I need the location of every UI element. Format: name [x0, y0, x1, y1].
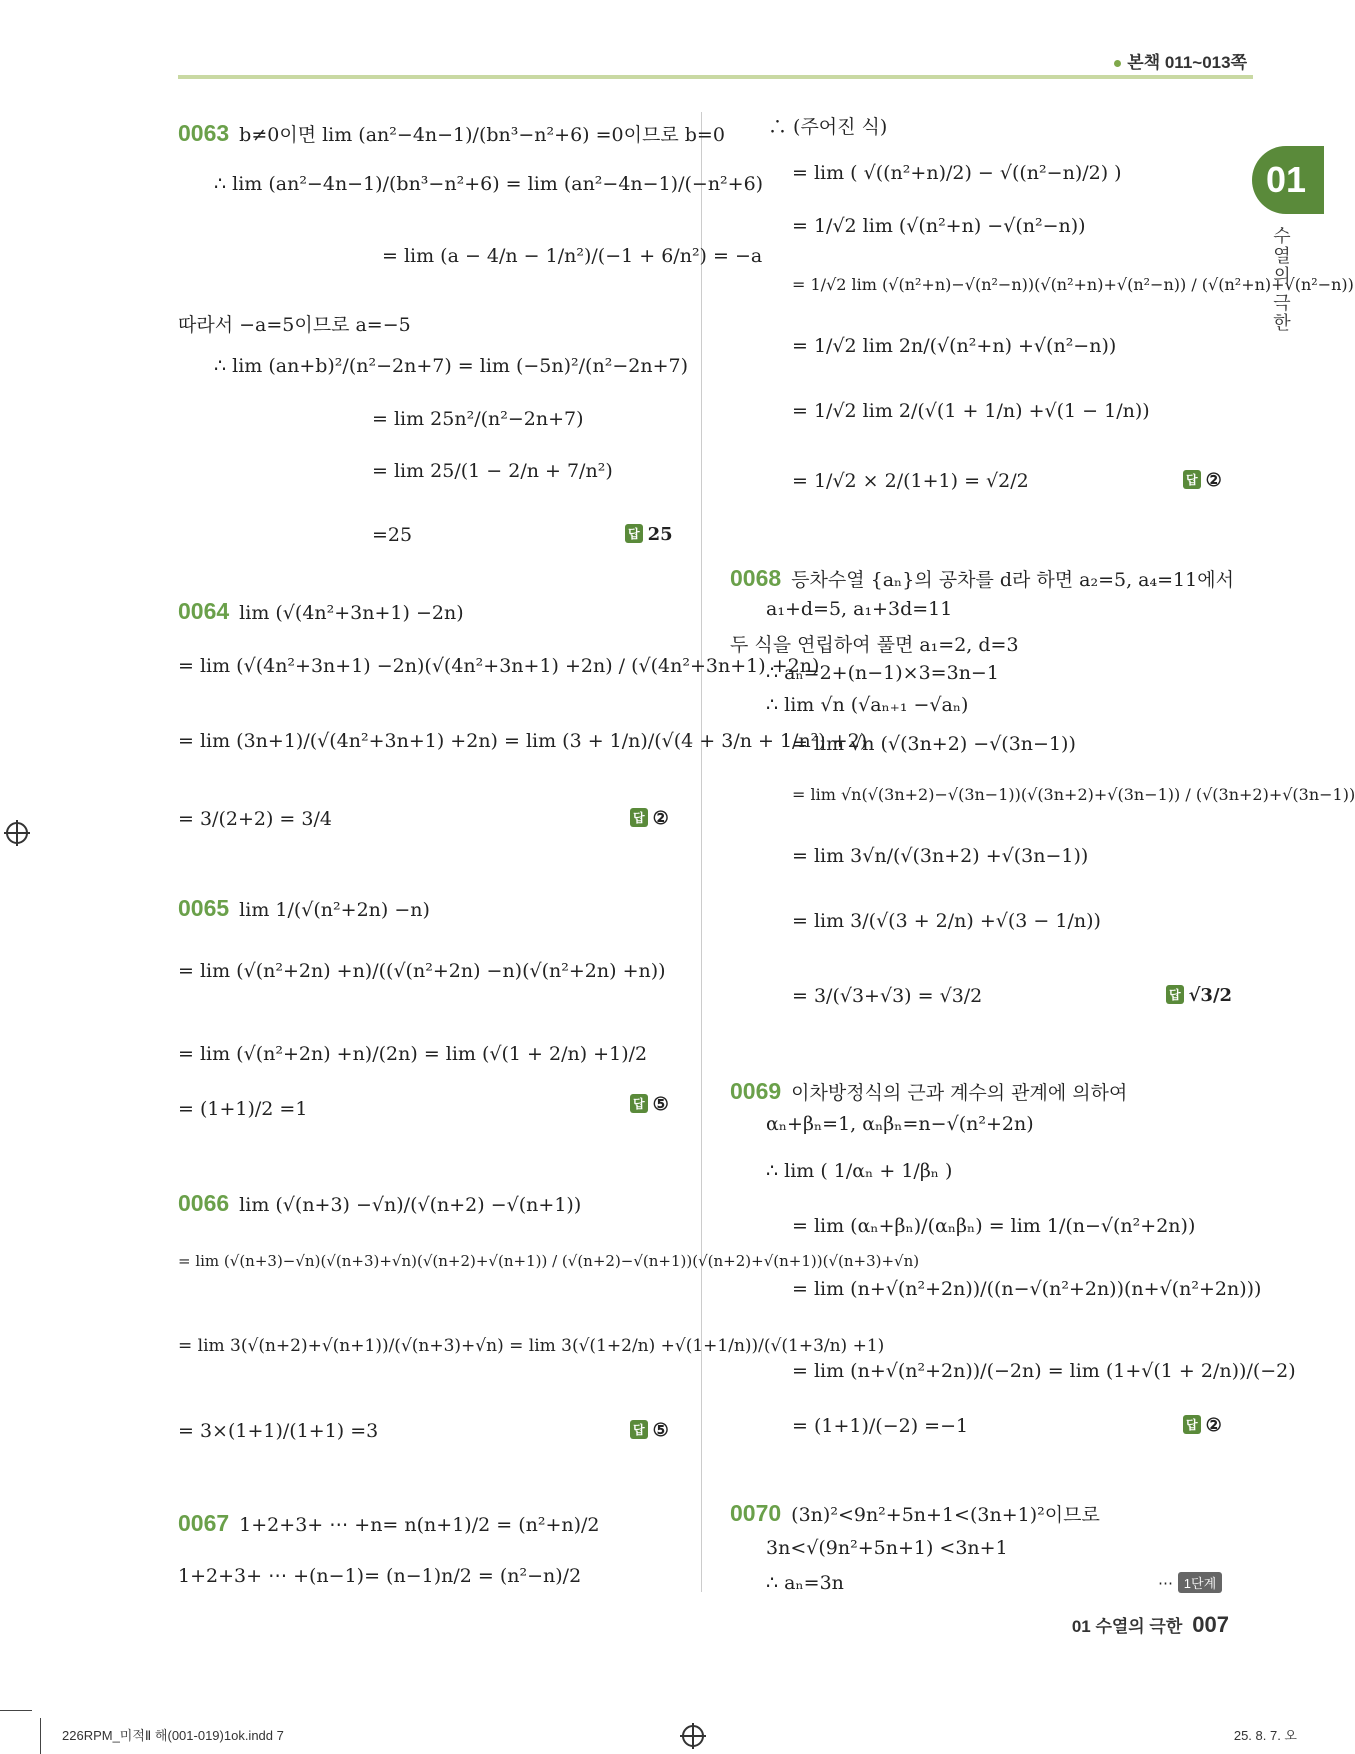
- solution-line: 0068 등차수열 {aₙ}의 공차를 d라 하면 a₂=5, a₄=11에서: [730, 565, 1234, 591]
- column-divider: [701, 112, 702, 1592]
- solution-line: = 1/√2 lim (√(n²+n)−√(n²−n))(√(n²+n)+√(n²−n)) / (√(n²+n)+√(n²−n)): [792, 275, 1354, 294]
- solution-line: = (1+1)/(−2) =−1: [792, 1415, 969, 1437]
- solution-line: = lim 3√n/(√(3n+2) +√(3n−1)): [792, 845, 1089, 867]
- solution-line: = 1/√2 lim 2n/(√(n²+n) +√(n²−n)): [792, 335, 1117, 357]
- answer-badge: 답 √3/2: [1166, 985, 1232, 1006]
- solution-line: = lim 3/(√(3 + 2/n) +√(3 − 1/n)): [792, 910, 1101, 932]
- bullet-icon: [1114, 60, 1121, 67]
- solution-line: 0070 (3n)²<9n²+5n+1<(3n+1)²이므로: [730, 1500, 1100, 1526]
- problem-number: 0063: [178, 120, 230, 146]
- solution-line: = 1/√2 lim (√(n²+n) −√(n²−n)): [792, 215, 1086, 237]
- solution-line: =25: [372, 524, 413, 546]
- problem-number: 0070: [730, 1500, 782, 1526]
- solution-line: = lim 3(√(n+2)+√(n+1))/(√(n+3)+√n) = lim 3(√(1+2/n) +√(1+1/n))/(√(1+3/n) +1): [178, 1336, 885, 1356]
- solution-line: 0069 이차방정식의 근과 계수의 관계에 의하여: [730, 1078, 1128, 1104]
- solution-line: = lim (n+√(n²+2n))/(−2n) = lim (1+√(1 + 2/n))/(−2): [792, 1360, 1296, 1382]
- chapter-tab-title: 수열의 극한: [1271, 226, 1291, 334]
- solution-line: ∴ lim (an²−4n−1)/(bn³−n²+6) = lim (an²−4n−1)/(−n²+6): [214, 173, 764, 195]
- file-info: 226RPM_미적Ⅱ 해(001-019)1ok.indd 7: [62, 1728, 284, 1743]
- solution-line: = lim (a − 4/n − 1/n²)/(−1 + 6/n²) = −a: [382, 245, 763, 267]
- solution-line: 0067 1+2+3+ ⋯ +n= n(n+1)/2 = (n²+n)/2: [178, 1510, 600, 1536]
- solution-line: 0063 b≠0이면 lim (an²−4n−1)/(bn³−n²+6) =0이므로 b=0: [178, 120, 725, 146]
- solution-line: ∴ aₙ=3n: [766, 1572, 844, 1594]
- chapter-tab-badge: 01: [1252, 146, 1324, 214]
- answer-badge: 답 ②: [1183, 470, 1222, 491]
- solution-line: = 3/(2+2) = 3/4: [178, 808, 332, 830]
- print-date: 25. 8. 7. 오: [1233, 1728, 1297, 1743]
- solution-line: 0064 lim (√(4n²+3n+1) −2n): [178, 598, 464, 624]
- solution-line: = lim 25/(1 − 2/n + 7/n²): [372, 460, 613, 482]
- running-head: 본책 011~013쪽: [1114, 48, 1247, 73]
- solution-line: = lim (n+√(n²+2n))/((n−√(n²+2n))(n+√(n²+2n))): [792, 1278, 1262, 1300]
- registration-mark-icon: [682, 1725, 704, 1747]
- solution-line: ∴ (주어진 식): [768, 116, 888, 138]
- solution-line: = lim (√(n²+2n) +n)/((√(n²+2n) −n)(√(n²+2n) +n)): [178, 960, 666, 982]
- footer-chapter: 01 수열의 극한 007: [1071, 1612, 1229, 1637]
- solution-line: 3n<√(9n²+5n+1) <3n+1: [766, 1537, 1008, 1559]
- solution-line: = lim (αₙ+βₙ)/(αₙβₙ) = lim 1/(n−√(n²+2n)): [792, 1215, 1196, 1237]
- solution-line: 두 식을 연립하여 풀면 a₁=2, d=3: [730, 634, 1019, 656]
- solution-line: = 3/(√3+√3) = √3/2: [792, 985, 983, 1007]
- solution-line: = lim (√(n²+2n) +n)/(2n) = lim (√(1 + 2/n) +1)/2: [178, 1043, 648, 1065]
- problem-number: 0069: [730, 1078, 782, 1104]
- solution-line: = lim (3n+1)/(√(4n²+3n+1) +2n) = lim (3 + 1/n)/(√(4 + 3/n + 1/n²) +2): [178, 730, 868, 752]
- solution-line: = 1/√2 lim 2/(√(1 + 1/n) +√(1 − 1/n)): [792, 400, 1150, 422]
- problem-number: 0067: [178, 1510, 230, 1536]
- problem-number: 0065: [178, 895, 230, 921]
- answer-badge: 답 ②: [1183, 1415, 1222, 1436]
- solution-line: 0065 lim 1/(√(n²+2n) −n): [178, 895, 430, 921]
- problem-number: 0066: [178, 1190, 230, 1216]
- answer-badge: 답 ⑤: [630, 1094, 669, 1115]
- registration-mark-icon: [6, 822, 28, 844]
- solution-line: = 1/√2 × 2/(1+1) = √2/2: [792, 470, 1029, 492]
- solution-line: 0066 lim (√(n+3) −√n)/(√(n+2) −√(n+1)): [178, 1190, 582, 1216]
- crop-mark: [0, 1710, 32, 1711]
- answer-badge: 답 25: [625, 524, 673, 545]
- answer-badge: 답 ⑤: [630, 1420, 669, 1441]
- solution-line: ∴ lim √n (√aₙ₊₁ −√aₙ): [766, 694, 969, 716]
- solution-line: ∴ aₙ=2+(n−1)×3=3n−1: [766, 662, 999, 684]
- answer-badge: 답 ②: [630, 808, 669, 829]
- solution-line: ∴ lim (an+b)²/(n²−2n+7) = lim (−5n)²/(n²−2n+7): [214, 355, 688, 377]
- step-badge: 1단계: [1178, 1572, 1222, 1593]
- solution-line: = lim ( √((n²+n)/2) − √((n²−n)/2) ): [792, 162, 1122, 184]
- problem-number: 0068: [730, 565, 782, 591]
- solution-line: = lim 25n²/(n²−2n+7): [372, 408, 584, 430]
- solution-line: αₙ+βₙ=1, αₙβₙ=n−√(n²+2n): [766, 1113, 1034, 1135]
- solution-line: 따라서 −a=5이므로 a=−5: [178, 314, 411, 336]
- page-number: 007: [1192, 1612, 1229, 1637]
- solution-line: a₁+d=5, a₁+3d=11: [766, 598, 953, 620]
- solution-line: 1+2+3+ ⋯ +(n−1)= (n−1)n/2 = (n²−n)/2: [178, 1565, 582, 1587]
- solution-line: = lim √n (√(3n+2) −√(3n−1)): [792, 733, 1076, 755]
- solution-line: = lim (√(n+3)−√n)(√(n+3)+√n)(√(n+2)+√(n+1)) / (√(n+2)−√(n+1))(√(n+2)+√(n+1))(√(n+3)+√n): [178, 1252, 920, 1270]
- step-marker: ⋯ 1단계: [1158, 1572, 1222, 1593]
- solution-line: = (1+1)/2 =1: [178, 1098, 308, 1120]
- problem-number: 0064: [178, 598, 230, 624]
- solution-line: ∴ lim ( 1/αₙ + 1/βₙ ): [766, 1160, 953, 1182]
- header-rule: [178, 75, 1253, 79]
- crop-mark: [40, 1718, 41, 1754]
- solution-line: = 3×(1+1)/(1+1) =3: [178, 1420, 379, 1442]
- solution-line: = lim (√(4n²+3n+1) −2n)(√(4n²+3n+1) +2n) / (√(4n²+3n+1) +2n): [178, 655, 820, 677]
- solution-line: = lim √n(√(3n+2)−√(3n−1))(√(3n+2)+√(3n−1)) / (√(3n+2)+√(3n−1)): [792, 785, 1355, 804]
